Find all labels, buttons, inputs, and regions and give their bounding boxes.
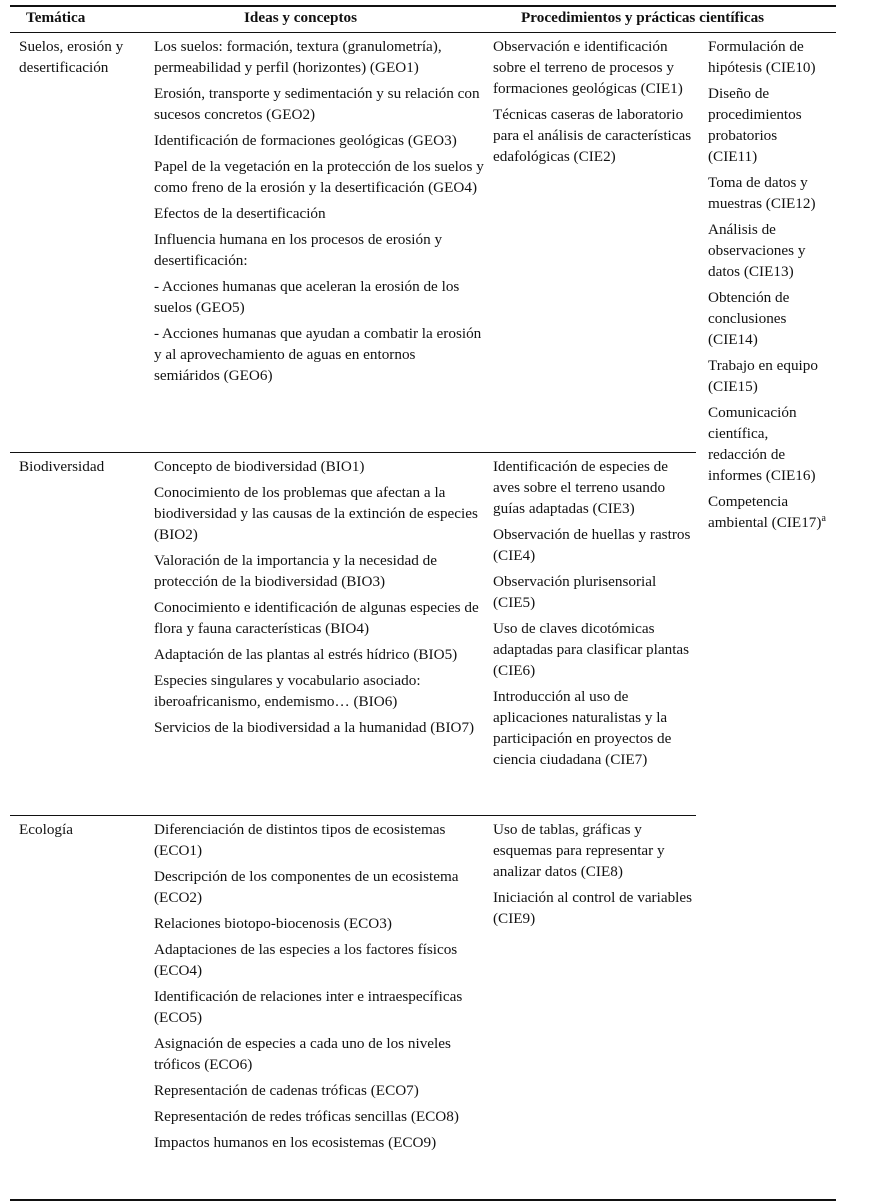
idea-item: Impactos humanos en los ecosistemas (ECO9)	[154, 1134, 437, 1151]
idea-item: Identificación de relaciones inter e intraespecíficas (ECO5)	[154, 988, 463, 1026]
transversal-item: Comunicación científica, redacción de informes (CIE16)	[708, 404, 816, 484]
section-separator	[10, 452, 696, 453]
procedure-item: Introducción al uso de aplicaciones naturalistas y la participación en proyectos de ciencia ciudadana (CIE7)	[493, 688, 672, 768]
section-separator	[10, 815, 696, 816]
procedimientos-cell	[493, 819, 698, 934]
idea-item: Servicios de la biodiversidad a la humanidad (BIO7)	[154, 719, 475, 736]
procedure-item: Técnicas caseras de laboratorio para el análisis de características edafológicas (CIE2)	[493, 106, 692, 165]
idea-item: Relaciones biotopo-biocenosis (ECO3)	[154, 915, 392, 932]
idea-item: Adaptación de las plantas al estrés hídrico (BIO5)	[154, 646, 458, 663]
header-ideas: Ideas y conceptos	[244, 9, 358, 26]
procedure-item: Iniciación al control de variables (CIE9)	[493, 889, 693, 927]
ideas-cell	[154, 36, 484, 391]
idea-item: Papel de la vegetación en la protección de los suelos y como freno de la erosión y la desertificación (GEO4)	[154, 158, 484, 196]
idea-item: Descripción de los componentes de un ecosistema (ECO2)	[154, 868, 459, 906]
procedure-item: Observación e identificación sobre el terreno de procesos y formaciones geológicas (CIE1)	[493, 38, 683, 97]
idea-item: Especies singulares y vocabulario asociado: iberoafricanismo, endemismo… (BIO6)	[154, 672, 421, 710]
table-top-rule	[10, 5, 836, 7]
procedure-item: Uso de claves dicotómicas adaptadas para clasificar plantas (CIE6)	[493, 620, 690, 679]
idea-item: Concepto de biodiversidad (BIO1)	[154, 458, 365, 475]
transversal-item-text: Competencia ambiental (CIE17)	[708, 493, 822, 531]
procedure-item: Uso de tablas, gráficas y esquemas para representar y analizar datos (CIE8)	[493, 821, 665, 880]
tematica-cell: Suelos, erosión y desertificación	[19, 38, 124, 76]
idea-item: Valoración de la importancia y la necesidad de protección de la biodiversidad (BIO3)	[154, 552, 437, 590]
table-bottom-rule	[10, 1199, 836, 1201]
idea-item: Efectos de la desertificación	[154, 205, 326, 222]
transversal-item	[708, 491, 830, 533]
procedure-item: Observación plurisensorial (CIE5)	[493, 573, 657, 611]
idea-item: - Acciones humanas que ayudan a combatir la erosión y al aprovechamiento de aguas en entornos semiáridos (GEO6)	[154, 325, 482, 384]
idea-item: Representación de redes tróficas sencillas (ECO8)	[154, 1108, 459, 1125]
idea-item: Representación de cadenas tróficas (ECO7)	[154, 1082, 419, 1099]
tematica-cell: Ecología	[19, 821, 73, 838]
idea-item: Conocimiento e identificación de algunas especies de flora y fauna características (BIO4)	[154, 599, 479, 637]
idea-item: Erosión, transporte y sedimentación y su relación con sucesos concretos (GEO2)	[154, 85, 480, 123]
idea-item: Influencia humana en los procesos de erosión y desertificación:	[154, 231, 443, 269]
procedimientos-cell	[493, 456, 698, 775]
idea-item: Asignación de especies a cada uno de los niveles tróficos (ECO6)	[154, 1035, 451, 1073]
transversal-item: Toma de datos y muestras (CIE12)	[708, 174, 816, 212]
idea-item: Los suelos: formación, textura (granulometría), permeabilidad y perfil (horizontes) (GEO1)	[154, 38, 442, 76]
idea-item: Adaptaciones de las especies a los factores físicos (ECO4)	[154, 941, 458, 979]
transversal-cell	[708, 36, 830, 538]
header-tematica: Temática	[26, 9, 86, 26]
procedimientos-cell	[493, 36, 698, 172]
header-procedimientos: Procedimientos y prácticas científicas	[521, 9, 765, 26]
transversal-item: Obtención de conclusiones (CIE14)	[708, 289, 790, 348]
ideas-cell	[154, 819, 484, 1158]
idea-item: Identificación de formaciones geológicas (GEO3)	[154, 132, 457, 149]
transversal-item: Trabajo en equipo (CIE15)	[708, 357, 818, 395]
transversal-item: Formulación de hipótesis (CIE10)	[708, 38, 816, 76]
procedure-item: Observación de huellas y rastros (CIE4)	[493, 526, 691, 564]
transversal-item: Diseño de procedimientos probatorios (CIE11)	[708, 85, 802, 165]
footnote-mark: a	[821, 512, 826, 524]
idea-item: - Acciones humanas que aceleran la erosión de los suelos (GEO5)	[154, 278, 460, 316]
procedure-item: Identificación de especies de aves sobre el terreno usando guías adaptadas (CIE3)	[493, 458, 668, 517]
table-header-rule	[10, 32, 836, 33]
transversal-item: Análisis de observaciones y datos (CIE13)	[708, 221, 806, 280]
tematica-cell: Biodiversidad	[19, 458, 105, 475]
idea-item: Conocimiento de los problemas que afectan a la biodiversidad y las causas de la extinción de especies (BIO2)	[154, 484, 478, 543]
ideas-cell	[154, 456, 484, 743]
idea-item: Diferenciación de distintos tipos de ecosistemas (ECO1)	[154, 821, 446, 859]
